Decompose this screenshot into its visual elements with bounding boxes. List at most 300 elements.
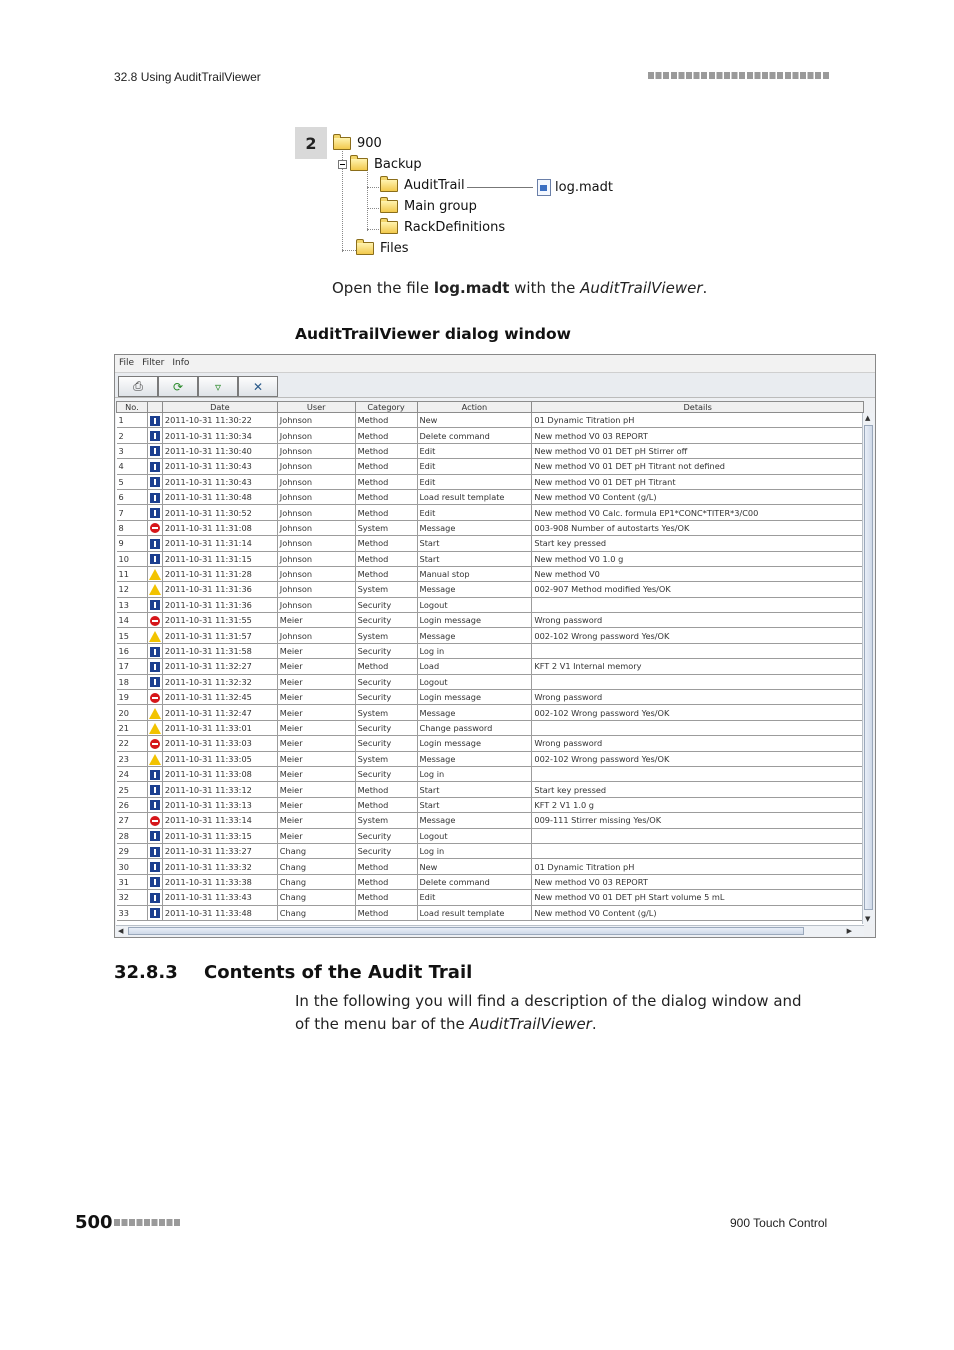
cell-no: 15	[117, 628, 148, 643]
cell-type	[147, 474, 162, 489]
cell-details: Start key pressed	[532, 536, 864, 551]
cell-date: 2011-10-31 11:30:48	[162, 489, 277, 504]
refresh-icon: ⟳	[172, 379, 184, 394]
folder-icon	[380, 200, 398, 213]
cell-details: KFT 2 V1 1.0 g	[532, 797, 864, 812]
tree-line	[367, 187, 379, 188]
table-row[interactable]	[117, 659, 864, 674]
cell-user: Meier	[277, 813, 355, 828]
cell-category: System	[355, 813, 417, 828]
table-row[interactable]	[117, 551, 864, 566]
cell-date: 2011-10-31 11:33:08	[162, 766, 277, 781]
cell-type	[147, 582, 162, 597]
info-icon	[150, 662, 160, 672]
info-icon	[150, 539, 160, 549]
info-icon	[150, 677, 160, 687]
cell-user: Meier	[277, 828, 355, 843]
cell-category: Security	[355, 843, 417, 858]
cell-user: Johnson	[277, 505, 355, 520]
cell-user: Meier	[277, 690, 355, 705]
horizontal-scrollbar[interactable]	[116, 925, 864, 936]
tree-node-label: 900	[357, 136, 382, 151]
footer-product: 900 Touch Control	[730, 1216, 828, 1230]
menu-bar	[115, 355, 875, 373]
scroll-right-icon[interactable]: ▶	[846, 927, 852, 935]
cell-date: 2011-10-31 11:33:32	[162, 859, 277, 874]
cell-user: Johnson	[277, 474, 355, 489]
info-icon	[150, 462, 160, 472]
info-icon	[150, 431, 160, 441]
col-details[interactable]: Details	[532, 402, 864, 413]
table-row[interactable]	[117, 489, 864, 504]
refresh-button[interactable]	[158, 376, 198, 397]
cell-details: New method V0 Content (g/L)	[532, 489, 864, 504]
cell-details: 002-907 Method modified Yes/OK	[532, 582, 864, 597]
cell-date: 2011-10-31 11:30:40	[162, 443, 277, 458]
cell-action: Edit	[417, 443, 532, 458]
cell-date: 2011-10-31 11:33:38	[162, 874, 277, 889]
cell-user: Johnson	[277, 413, 355, 428]
scroll-up-icon[interactable]: ▲	[865, 414, 871, 422]
cell-no: 22	[117, 736, 148, 751]
cell-no: 17	[117, 659, 148, 674]
cell-no: 3	[117, 443, 148, 458]
table-row[interactable]	[117, 582, 864, 597]
cell-no: 9	[117, 536, 148, 551]
table-row[interactable]	[117, 428, 864, 443]
tree-node-audittrail[interactable]	[380, 178, 465, 193]
info-icon	[150, 847, 160, 857]
cell-date: 2011-10-31 11:31:58	[162, 643, 277, 658]
cell-user: Johnson	[277, 628, 355, 643]
cell-type	[147, 890, 162, 905]
table-row[interactable]	[117, 459, 864, 474]
instruction-text: Open the file log.madt with the AuditTrailViewer.	[332, 279, 708, 297]
info-icon	[150, 877, 160, 887]
print-button[interactable]	[118, 376, 158, 397]
cell-details: Wrong password	[532, 690, 864, 705]
cell-date: 2011-10-31 11:31:57	[162, 628, 277, 643]
menu-info[interactable]: Info	[172, 358, 190, 368]
cell-details: KFT 2 V1 Internal memory	[532, 659, 864, 674]
cell-no: 16	[117, 643, 148, 658]
cell-date: 2011-10-31 11:31:36	[162, 582, 277, 597]
cell-user: Meier	[277, 659, 355, 674]
cell-category: Security	[355, 674, 417, 689]
table-row[interactable]	[117, 859, 864, 874]
filter-button[interactable]	[198, 376, 238, 397]
cell-type	[147, 659, 162, 674]
footer-decoration	[114, 1219, 181, 1226]
connector-line	[467, 187, 533, 188]
cell-user: Meier	[277, 766, 355, 781]
info-icon	[150, 508, 160, 518]
step-number: 2	[295, 127, 327, 159]
cell-date: 2011-10-31 11:33:03	[162, 736, 277, 751]
cell-no: 31	[117, 874, 148, 889]
cell-category: System	[355, 520, 417, 535]
tree-node-900[interactable]	[333, 136, 382, 151]
cell-type	[147, 443, 162, 458]
cell-type	[147, 597, 162, 612]
cell-type	[147, 613, 162, 628]
cell-action: Start	[417, 536, 532, 551]
cell-type	[147, 413, 162, 428]
info-icon	[150, 831, 160, 841]
tree-node-main-group[interactable]	[380, 199, 477, 214]
table-row[interactable]	[117, 766, 864, 781]
table-row[interactable]	[117, 566, 864, 581]
cell-category: Method	[355, 505, 417, 520]
table-row[interactable]	[117, 813, 864, 828]
cell-action: Login message	[417, 613, 532, 628]
cell-no: 26	[117, 797, 148, 812]
cell-user: Meier	[277, 613, 355, 628]
folder-icon	[356, 242, 374, 255]
warning-icon	[149, 569, 161, 580]
col-category[interactable]: Category	[355, 402, 417, 413]
cell-details: New method V0 01 DET pH Titrant not defined	[532, 459, 864, 474]
cell-details	[532, 643, 864, 658]
cell-type	[147, 551, 162, 566]
cell-no: 19	[117, 690, 148, 705]
cell-date: 2011-10-31 11:32:47	[162, 705, 277, 720]
cell-category: Security	[355, 720, 417, 735]
folder-icon	[380, 221, 398, 234]
cell-user: Chang	[277, 859, 355, 874]
cell-type	[147, 782, 162, 797]
table-row[interactable]	[117, 736, 864, 751]
cell-user: Meier	[277, 674, 355, 689]
info-icon	[150, 862, 160, 872]
clear-filter-icon: ✕	[252, 379, 264, 394]
cell-action: Logout	[417, 597, 532, 612]
tree-node-label: Main group	[404, 199, 477, 214]
cell-details: New method V0 Content (g/L)	[532, 905, 864, 920]
cell-category: System	[355, 628, 417, 643]
cell-details: New method V0	[532, 566, 864, 581]
cell-category: System	[355, 751, 417, 766]
info-icon	[150, 800, 160, 810]
folder-icon	[333, 137, 351, 150]
cell-user: Johnson	[277, 566, 355, 581]
table-row[interactable]	[117, 443, 864, 458]
scroll-thumb[interactable]	[864, 425, 873, 910]
table-row[interactable]	[117, 797, 864, 812]
cell-category: Security	[355, 690, 417, 705]
cell-type	[147, 720, 162, 735]
cell-category: Method	[355, 659, 417, 674]
cell-category: Method	[355, 489, 417, 504]
cell-no: 18	[117, 674, 148, 689]
cell-category: Method	[355, 443, 417, 458]
cell-date: 2011-10-31 11:31:36	[162, 597, 277, 612]
table-row[interactable]	[117, 843, 864, 858]
cell-user: Meier	[277, 705, 355, 720]
table-row[interactable]	[117, 890, 864, 905]
cell-date: 2011-10-31 11:33:43	[162, 890, 277, 905]
cell-type	[147, 489, 162, 504]
cell-date: 2011-10-31 11:32:32	[162, 674, 277, 689]
cell-action: Edit	[417, 459, 532, 474]
col-no[interactable]: No.	[117, 402, 148, 413]
info-icon	[150, 416, 160, 426]
cell-date: 2011-10-31 11:30:52	[162, 505, 277, 520]
cell-type	[147, 813, 162, 828]
cell-date: 2011-10-31 11:30:43	[162, 459, 277, 474]
cell-date: 2011-10-31 11:32:27	[162, 659, 277, 674]
cell-action: Login message	[417, 736, 532, 751]
cell-no: 6	[117, 489, 148, 504]
audit-table-area	[116, 401, 864, 926]
table-row[interactable]	[117, 613, 864, 628]
audittrailviewer-window	[114, 354, 876, 938]
cell-type	[147, 566, 162, 581]
cell-details	[532, 843, 864, 858]
cell-category: Method	[355, 474, 417, 489]
cell-action: Start	[417, 782, 532, 797]
cell-category: Security	[355, 766, 417, 781]
warning-icon	[149, 584, 161, 595]
hscroll-thumb[interactable]	[128, 927, 804, 935]
cell-details: Wrong password	[532, 613, 864, 628]
cell-date: 2011-10-31 11:31:08	[162, 520, 277, 535]
scroll-down-icon[interactable]: ▼	[865, 915, 871, 923]
cell-user: Meier	[277, 782, 355, 797]
toolbar	[115, 373, 875, 398]
cell-details: 009-111 Stirrer missing Yes/OK	[532, 813, 864, 828]
cell-date: 2011-10-31 11:33:12	[162, 782, 277, 797]
cell-date: 2011-10-31 11:30:34	[162, 428, 277, 443]
info-icon	[150, 893, 160, 903]
cell-date: 2011-10-31 11:33:14	[162, 813, 277, 828]
table-row[interactable]	[117, 520, 864, 535]
cell-details	[532, 720, 864, 735]
cell-details: 002-102 Wrong password Yes/OK	[532, 705, 864, 720]
cell-no: 10	[117, 551, 148, 566]
error-icon	[150, 693, 160, 703]
info-icon	[150, 785, 160, 795]
tree-line	[367, 168, 368, 231]
table-row[interactable]	[117, 536, 864, 551]
cell-date: 2011-10-31 11:31:15	[162, 551, 277, 566]
cell-no: 14	[117, 613, 148, 628]
cell-no: 20	[117, 705, 148, 720]
info-icon	[150, 647, 160, 657]
clear-filter-button[interactable]	[238, 376, 278, 397]
cell-no: 4	[117, 459, 148, 474]
cell-category: Security	[355, 613, 417, 628]
tree-line	[367, 229, 379, 230]
cell-user: Johnson	[277, 536, 355, 551]
cell-action: Start	[417, 551, 532, 566]
cell-type	[147, 690, 162, 705]
tree-node-backup[interactable]	[338, 157, 422, 172]
cell-details: New method V0 01 DET pH Stirrer off	[532, 443, 864, 458]
cell-user: Johnson	[277, 489, 355, 504]
col-date[interactable]: Date	[162, 402, 277, 413]
section-title: Contents of the Audit Trail	[204, 962, 473, 983]
table-row[interactable]	[117, 674, 864, 689]
cell-no: 29	[117, 843, 148, 858]
cell-type	[147, 628, 162, 643]
cell-no: 21	[117, 720, 148, 735]
cell-user: Johnson	[277, 520, 355, 535]
figure-caption: AuditTrailViewer dialog window	[295, 325, 571, 343]
table-row[interactable]	[117, 643, 864, 658]
info-icon	[150, 446, 160, 456]
table-row[interactable]	[117, 751, 864, 766]
cell-date: 2011-10-31 11:31:55	[162, 613, 277, 628]
cell-type	[147, 905, 162, 920]
error-icon	[150, 523, 160, 533]
cell-no: 8	[117, 520, 148, 535]
print-icon: ⎙	[133, 379, 143, 393]
cell-date: 2011-10-31 11:30:43	[162, 474, 277, 489]
cell-user: Johnson	[277, 459, 355, 474]
cell-details	[532, 674, 864, 689]
tree-line	[342, 250, 356, 251]
cell-user: Meier	[277, 736, 355, 751]
cell-action: Manual stop	[417, 566, 532, 581]
cell-category: Security	[355, 828, 417, 843]
table-row[interactable]	[117, 505, 864, 520]
info-icon	[150, 554, 160, 564]
cell-action: Start	[417, 797, 532, 812]
error-icon	[150, 816, 160, 826]
cell-category: Method	[355, 536, 417, 551]
cell-type	[147, 505, 162, 520]
file-icon	[537, 179, 551, 196]
cell-action: Logout	[417, 828, 532, 843]
cell-action: Message	[417, 751, 532, 766]
section-body: In the following you will find a description of the dialog window and of the menu bar of the AuditTrailViewer.	[295, 992, 802, 1033]
col-type[interactable]	[147, 402, 162, 413]
cell-no: 28	[117, 828, 148, 843]
cell-user: Johnson	[277, 597, 355, 612]
table-header	[117, 402, 864, 413]
tree-node-files[interactable]	[356, 241, 409, 256]
cell-date: 2011-10-31 11:31:14	[162, 536, 277, 551]
cell-action: Load result template	[417, 489, 532, 504]
cell-type	[147, 705, 162, 720]
table-row[interactable]	[117, 597, 864, 612]
cell-action: Message	[417, 705, 532, 720]
filter-icon: ▿	[214, 379, 222, 394]
tree-node-rackdefinitions[interactable]	[380, 220, 505, 235]
cell-action: Load	[417, 659, 532, 674]
cell-user: Meier	[277, 720, 355, 735]
cell-type	[147, 859, 162, 874]
cell-user: Meier	[277, 751, 355, 766]
vertical-scrollbar[interactable]	[862, 413, 874, 924]
warning-icon	[149, 631, 161, 642]
cell-type	[147, 536, 162, 551]
section-number: 32.8.3	[114, 962, 178, 983]
cell-category: Method	[355, 459, 417, 474]
cell-details: New method V0 Calc. formula EP1*CONC*TITER*3/C00	[532, 505, 864, 520]
cell-details: New method V0 01 DET pH Start volume 5 mL	[532, 890, 864, 905]
cell-action: Delete command	[417, 428, 532, 443]
cell-no: 25	[117, 782, 148, 797]
cell-category: Method	[355, 782, 417, 797]
cell-action: Log in	[417, 643, 532, 658]
audit-table	[116, 401, 864, 921]
cell-category: Method	[355, 859, 417, 874]
cell-user: Johnson	[277, 582, 355, 597]
cell-type	[147, 828, 162, 843]
cell-details: Start key pressed	[532, 782, 864, 797]
cell-action: Logout	[417, 674, 532, 689]
table-row[interactable]	[117, 705, 864, 720]
table-row[interactable]	[117, 474, 864, 489]
cell-type	[147, 736, 162, 751]
col-action[interactable]: Action	[417, 402, 532, 413]
cell-action: Edit	[417, 474, 532, 489]
cell-type	[147, 520, 162, 535]
scroll-left-icon[interactable]: ◀	[118, 927, 124, 935]
header-decoration	[648, 72, 830, 79]
cell-no: 13	[117, 597, 148, 612]
cell-action: Message	[417, 628, 532, 643]
table-row[interactable]	[117, 828, 864, 843]
tree-file-log[interactable]	[537, 179, 613, 196]
table-row[interactable]	[117, 874, 864, 889]
warning-icon	[149, 754, 161, 765]
cell-category: Method	[355, 413, 417, 428]
cell-date: 2011-10-31 11:33:05	[162, 751, 277, 766]
folder-icon	[380, 179, 398, 192]
cell-type	[147, 459, 162, 474]
collapse-icon[interactable]	[338, 160, 347, 169]
cell-user: Chang	[277, 890, 355, 905]
cell-type	[147, 674, 162, 689]
cell-category: Security	[355, 597, 417, 612]
cell-category: Security	[355, 643, 417, 658]
cell-user: Chang	[277, 843, 355, 858]
cell-details	[532, 766, 864, 781]
table-row[interactable]	[117, 905, 864, 920]
cell-category: Method	[355, 551, 417, 566]
cell-no: 30	[117, 859, 148, 874]
cell-action: Login message	[417, 690, 532, 705]
cell-action: New	[417, 859, 532, 874]
cell-user: Johnson	[277, 428, 355, 443]
table-row[interactable]	[117, 413, 864, 428]
table-row[interactable]	[117, 628, 864, 643]
folder-tree	[330, 132, 630, 262]
cell-type	[147, 797, 162, 812]
cell-user: Meier	[277, 797, 355, 812]
tree-node-label: log.madt	[555, 180, 613, 195]
menu-file[interactable]: File	[119, 358, 135, 368]
col-user[interactable]: User	[277, 402, 355, 413]
info-icon	[150, 770, 160, 780]
error-icon	[150, 616, 160, 626]
menu-filter[interactable]: Filter	[142, 358, 165, 368]
cell-date: 2011-10-31 11:33:27	[162, 843, 277, 858]
cell-action: New	[417, 413, 532, 428]
table-row[interactable]	[117, 720, 864, 735]
table-row[interactable]	[117, 782, 864, 797]
cell-no: 5	[117, 474, 148, 489]
table-row[interactable]	[117, 690, 864, 705]
cell-no: 7	[117, 505, 148, 520]
cell-type	[147, 843, 162, 858]
cell-user: Johnson	[277, 443, 355, 458]
info-icon	[150, 600, 160, 610]
info-icon	[150, 493, 160, 503]
